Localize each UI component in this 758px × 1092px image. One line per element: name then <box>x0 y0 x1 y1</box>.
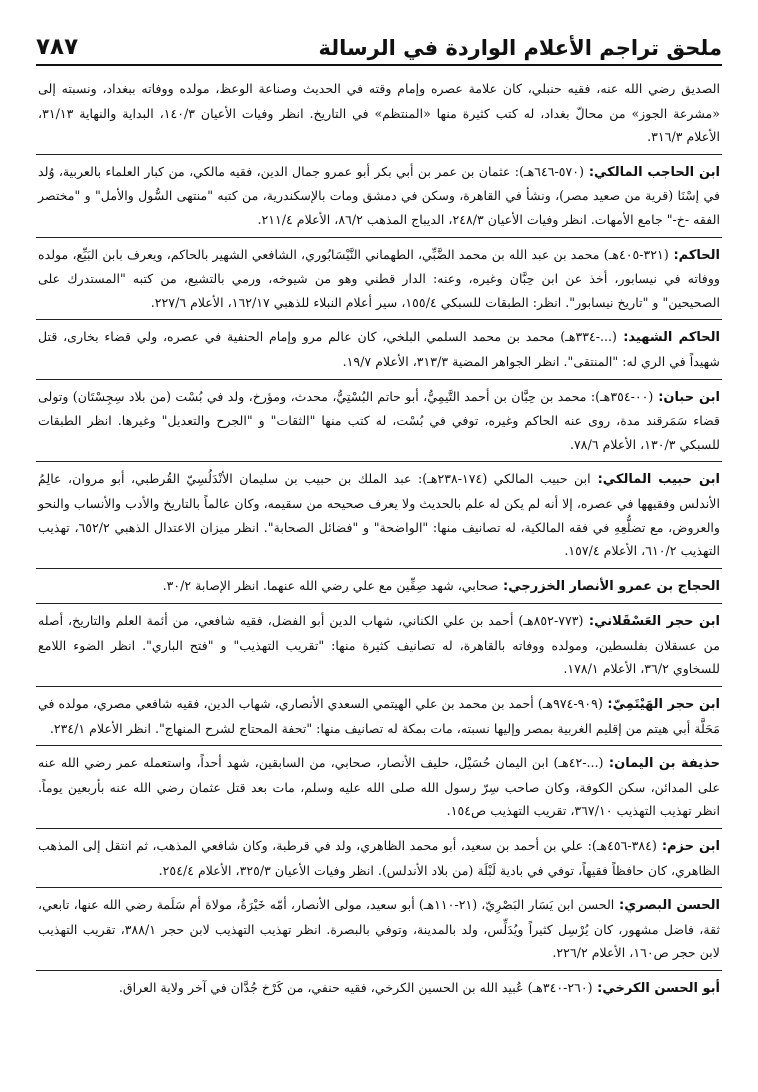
biography-entry <box>36 687 722 746</box>
biography-entry <box>36 829 722 888</box>
biography-entry <box>36 462 722 568</box>
entry-text: (٣٢١-٤٠٥هـ) محمد بن عبد الله بن محمد الضَّبِّي، الطهماني النَّيْسَابُوري، الشافعي الشهير بالحاكم، ويعرف بابن البَيِّع، مولده ووفاته في نيسابور، أخذ عن ابن حِبَّان وغيره، وعنه: الدار قطني وهو من شيوخه، ورمي بالتشيع، من كتبه "المستدرك على الصحيحين" و "تاريخ نيسابور". انظر: الطبقات للسبكي ١٥٥/٤، سير أعلام النبلاء للذهبي ١٦٢/١٧، الأعلام ٢٢٧/٦. <box>38 246 720 310</box>
biography-entry <box>36 604 722 687</box>
entry-text: (٧٧٣-٨٥٢هـ) أحمد بن علي الكناني، شهاب الدين أبو الفضل، فقيه شافعي، من أئمة العلم والتاريخ، أصله من عسقلان بفلسطين، ومولده ووفاته بالقاهرة، له تصانيف كثيرة منها: "تقريب التهذيب" و "فتح الباري". انظر الضوء اللامع للسخاوي ٣٦/٢، الأعلام ١٧٨/١. <box>38 613 720 677</box>
entry-text: الحسن ابن يَسَار البَصْرِيّ، (٢١-١١٠هـ) أبو سعيد، مولى الأنصار، أمّه خَيْرَةُ، مولاة أم سَلَمة رضي الله عنها، تابعي، ثقة، فاضل مشهور، كان يُرْسِل كثيراً ويُدَلِّس، ولد بالمدينة، وتوفي بالبصرة. انظر تهذيب التهذيب لابن حجر ٣٨٨/١، تقريب التهذيب لابن حجر ص١٦٠، الأعلام ٢٢٦/٢. <box>38 897 720 961</box>
entry-name: ابن حزم: <box>656 839 720 855</box>
entry-text: (٥٧٠-٦٤٦هـ): عثمان بن عمر بن أبي بكر أبو عمرو جمال الدين، فقيه مالكي، من كبار العلماء بالعربية، وُلد في إسْنَا (قرية من صعيد مصر)، ونشأ في القاهرة، وسكن في دمشق ومات بالإسكندرية، من كتبه "منتهى السُّول والأمل" و "مختصر الفقه -خ-" جامع الأمهات. انظر وفيات الأعيان ٢٤٨/٣، الديباج المذهب ٨٦/٢، الأعلام ٢١١/٤. <box>38 163 720 227</box>
biography-entry <box>36 746 722 829</box>
biography-entry <box>36 971 722 1006</box>
entry-name: حذيفة بن اليمان: <box>603 756 720 772</box>
entry-text: صحابي، شهد صِفِّين مع علي رضي الله عنهما. انظر الإصابة ٣٠/٢. <box>162 577 499 593</box>
entry-name: ابن الحاجب المالكي: <box>584 164 720 180</box>
entry-name: ابن حجر الهَيْتَمِيّ: <box>602 697 720 713</box>
entry-name: الحاكم الشهيد: <box>616 330 721 346</box>
biography-entry <box>36 238 722 321</box>
entry-text: الصديق رضي الله عنه، فقيه حنبلي، كان علامة عصره وإمام وقته في الحديث وصناعة الوعظ، مولده ووفاته ببغداد، ونسبته إلى «مشرعة الجوز» من محالّ بغداد، له كتب كثيرة منها «المنتظم» في التاريخ. انظر وفيات الأعيان ١٤٠/٣، البداية والنهاية ٣١/١٣، الأعلام ٣١٦/٣. <box>38 81 720 145</box>
page-number: ٧٨٧ <box>36 34 79 60</box>
page-header <box>36 26 722 66</box>
biography-entry <box>36 72 722 155</box>
entry-text: (...-٣٣٤هـ) محمد بن محمد السلمي البلخي، كان عالم مرو وإمام الحنفية في عصره، ولي قضاء بخارى، قتل شهيداً في الري له: "المنتقى". انظر الجواهر المضية ٣١٣/٣، الأعلام ١٩/٧. <box>38 329 720 369</box>
entry-text: (٩٠٩-٩٧٤هـ) أحمد بن محمد بن علي الهيتمي السعدي الأنصاري، شهاب الدين، فقيه شافعي مصري، مولده في مَحَلَّة أبي هيتم من إقليم الغربية بمصر وإليها نسبته، مات بمكة له تصانيف منها: "تحفة المحتاج لشرح المنهاج". انظر الأعلام ٢٣٤/١. <box>38 696 720 736</box>
entry-name: ابن حبان: <box>653 389 720 405</box>
entry-name: ابن حجر العَسْقَلاني: <box>583 614 720 630</box>
biography-entry <box>36 380 722 463</box>
entry-name: الحجاج بن عمرو الأنصار الخزرجي: <box>498 578 720 594</box>
entry-text: ابن حبيب المالكي (١٧٤-٢٣٨هـ): عبد الملك بن حبيب بن سليمان الأنْدَلُسِيّ القُرطبي، أبو مروان، عالِمُ الأندلس وفقيهها في عصره، إلا أنه لم يكن له علم بالحديث ولا يعرف صحيحه من سقيمه، وكان عالماً بالتاريخ والأدب والأنساب والنحو والعروض، مع تضلُّعِهِ في فقه المالكية، له تصانيف منها: "الواضحة" و "فضائل الصحابة". انظر ميزان الاعتدال الذهبي ٦٥٢/٢، تهذيب التهذيب ٦١٠/٢، الأعلام ١٥٧/٤. <box>38 471 720 559</box>
entry-text: (٢٦٠-٣٤٠هـ) عُبيد الله بن الحسين الكرخي، فقيه حنفي، من كَرْخ جُدَّان في آخر ولاية العراق. <box>118 980 593 995</box>
biography-list <box>36 72 722 1006</box>
biography-entry <box>36 320 722 379</box>
entry-text: (٠٠-٣٥٤هـ): محمد بن حِبَّان بن أحمد التَّيمِيُّ، أبو حاتم البُسْتِيُّ، محدث، ومؤرخ، ولد في بُسْت (من بلاد سِجِسْتَان) وتولى قضاء سَمَرقند مدة، روى عنه الحاكم وغيره، توفي في بُسْت، له كتب منها "الثقات" و "الجرح والتعديل" وغيرها. انظر الطبقات للسبكي ١٣٠/٣، الأعلام ٧٨/٦. <box>38 388 720 452</box>
running-title: ملحق تراجم الأعلام الواردة في الرسالة <box>318 36 722 60</box>
entry-name: الحسن البصري: <box>614 898 720 914</box>
entry-text: (٣٨٤-٤٥٦هـ): علي بن أحمد بن سعيد، أبو محمد الظاهري، ولد في قرطبة، وكان شافعي المذهب، ثم انتقل إلى المذهب الظاهري، كان حافظاً فقيهاً، توفي في بادية لَبْلَة (من بلاد الأندلس). انظر وفيات الأعيان ٣٢٥/٣، الأعلام ٢٥٤/٤. <box>38 838 720 878</box>
entry-name: أبو الحسن الكرخي: <box>592 981 720 996</box>
biography-entry <box>36 155 722 238</box>
entry-text: (...-٤٢هـ) ابن اليمان حُسَيْل، حليف الأنصار، صحابي، من السابقين، شهد أحداً، واستعمله عمر رضي الله عنه على المدائن، سكن الكوفة، وكان صاحب سِرّ رسول الله صلى الله عليه وسلم، مات بعد قتل عثمان رضي الله عنه بأربعين يوماً. انظر تهذيب التهذيب ٣٦٧/١٠، تقريب التهذيب ص١٥٤. <box>38 755 720 819</box>
biography-entry <box>36 888 722 971</box>
entry-name: الحاكم: <box>668 247 720 263</box>
biography-entry <box>36 569 722 605</box>
entry-name: ابن حبيب المالكي: <box>590 472 720 488</box>
